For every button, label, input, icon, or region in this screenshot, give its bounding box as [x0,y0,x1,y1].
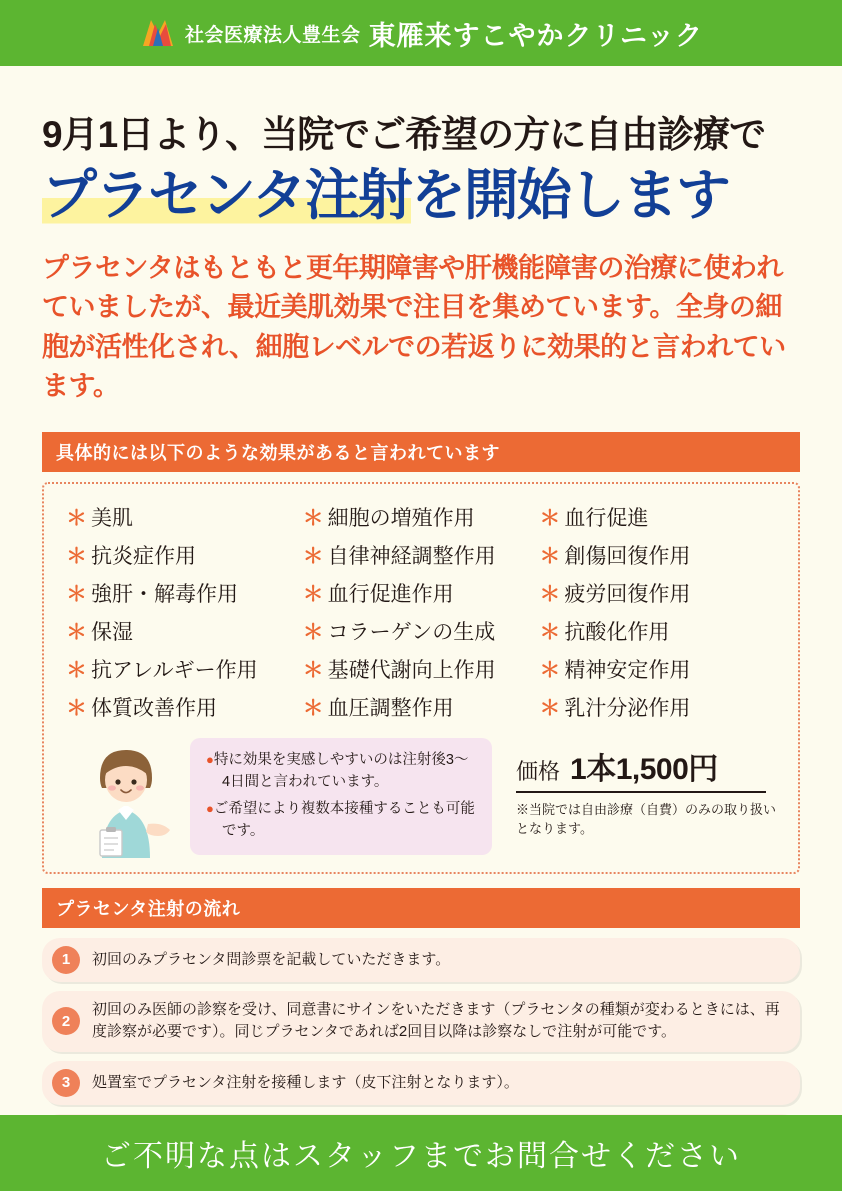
asterisk-icon: ＊ [302,620,324,644]
effect-label: 疲労回復作用 [564,582,691,606]
effect-label: 抗炎症作用 [91,544,196,568]
effects-columns [66,502,776,730]
effect-label: 基礎代謝向上作用 [327,658,496,682]
effect-item [66,616,303,646]
note-text: 特に効果を実感しやすいのは注射後3〜4日間と言われています。 [213,751,469,790]
step-text: 初回のみ医師の診察を受け、同意書にサインをいただきます（プラセンタの種類が変わるときには、再度診察が必要です）。同じプラセンタであれば2回目以降は診察なしで注射が可能です。 [92,1000,780,1041]
nurse-illustration-icon [66,738,186,858]
asterisk-icon: ＊ [302,544,324,568]
footer-text: ご不明な点はスタッフまでお問合せください [101,1140,741,1173]
step-number-badge: 2 [52,1007,80,1035]
effect-item [303,540,540,570]
note-text: ご希望により複数本接種することも可能です。 [213,801,475,840]
hero-highlight-text: プラセンタ注射 [42,164,411,226]
effect-label: 体質改善作用 [91,696,217,720]
effect-item [539,578,776,608]
flow-step [42,938,800,982]
note-item [206,750,476,794]
effect-label: 抗アレルギー作用 [91,658,258,682]
effect-label: 細胞の増殖作用 [327,506,475,530]
note-item [206,799,476,843]
step-text: 処置室でプラセンタ注射を接種します（皮下注射となります）。 [92,1073,519,1091]
effect-label: 血行促進 [564,506,649,530]
clinic-logo-icon [139,16,177,50]
effect-label: 血行促進作用 [327,582,454,606]
bullet-icon: ● [206,801,214,817]
hero-line-1: 9月1日より、当院でご希望の方に自由診療で [42,114,766,155]
effect-item [539,654,776,684]
asterisk-icon: ＊ [66,658,87,682]
hero-rest-text: を開始します [410,164,729,226]
effects-box [42,482,800,874]
page-header [0,0,842,66]
asterisk-icon: ＊ [539,582,561,606]
asterisk-icon: ＊ [539,620,561,644]
effect-item [66,692,303,722]
asterisk-icon: ＊ [66,696,87,720]
effect-label: 精神安定作用 [564,658,691,682]
effect-item [303,654,540,684]
asterisk-icon: ＊ [539,506,561,530]
effects-column-1 [66,502,303,730]
hero-line-2 [42,164,800,227]
effect-label: 血圧調整作用 [327,696,454,720]
asterisk-icon: ＊ [66,620,87,644]
effect-label: 保湿 [91,620,133,644]
effects-column-3 [539,502,776,730]
asterisk-icon: ＊ [66,544,87,568]
effect-label: 創傷回復作用 [564,544,691,568]
effect-item [539,540,776,570]
effect-item [539,616,776,646]
effect-label: 乳汁分泌作用 [564,696,691,720]
step-text: 初回のみプラセンタ問診票を記載していただきます。 [92,950,451,968]
asterisk-icon: ＊ [66,582,87,606]
asterisk-icon: ＊ [302,582,324,606]
effect-item [303,578,540,608]
header-inner [139,14,703,53]
asterisk-icon: ＊ [539,544,561,568]
asterisk-icon: ＊ [302,696,324,720]
effect-item [539,692,776,722]
effect-item [539,502,776,532]
clinic-name: 東雁来すこやかクリニック [368,20,703,51]
effect-item [66,654,303,684]
asterisk-icon: ＊ [539,696,561,720]
step-number-badge: 1 [52,946,80,974]
description-paragraph: プラセンタはもともと更年期障害や肝機能障害の治療に使われていましたが、最近美肌効果で注目を集めています。全身の細胞が活性化され、細胞レベルでの若返りに効果的と言われています。 [42,253,786,401]
bullet-icon: ● [206,751,214,767]
asterisk-icon: ＊ [66,506,87,530]
flow-section-bar: プラセンタ注射の流れ [42,888,800,928]
effects-bottom-row [66,738,776,858]
effect-item [66,502,303,532]
effect-label: 抗酸化作用 [564,620,670,644]
price-note: ※当院では自由診療（自費）のみの取り扱いとなります。 [516,801,777,836]
asterisk-icon: ＊ [302,506,324,530]
effect-item [303,692,540,722]
price-line [516,744,766,793]
price-label: 価格 [516,758,561,784]
effect-label: 美肌 [91,506,133,530]
effect-item [303,502,540,532]
effect-label: 自律神経調整作用 [327,544,496,568]
flow-step [42,991,800,1052]
effect-item [66,540,303,570]
flow-step [42,1061,800,1105]
corp-name: 社会医療法人豊生会 [185,24,361,46]
step-number-badge: 3 [52,1069,80,1097]
price-area [516,738,776,839]
effect-label: コラーゲンの生成 [327,620,496,644]
page-footer [0,1115,842,1191]
effect-label: 強肝・解毒作用 [91,582,238,606]
effects-section-bar: 具体的には以下のような効果があると言われています [42,432,800,472]
asterisk-icon: ＊ [302,658,324,682]
effect-item [303,616,540,646]
note-bubble [190,738,492,855]
effects-column-2 [303,502,540,730]
effect-item [66,578,303,608]
page-body [0,104,842,1158]
price-value: 1本1,500円 [570,752,718,786]
asterisk-icon: ＊ [539,658,561,682]
